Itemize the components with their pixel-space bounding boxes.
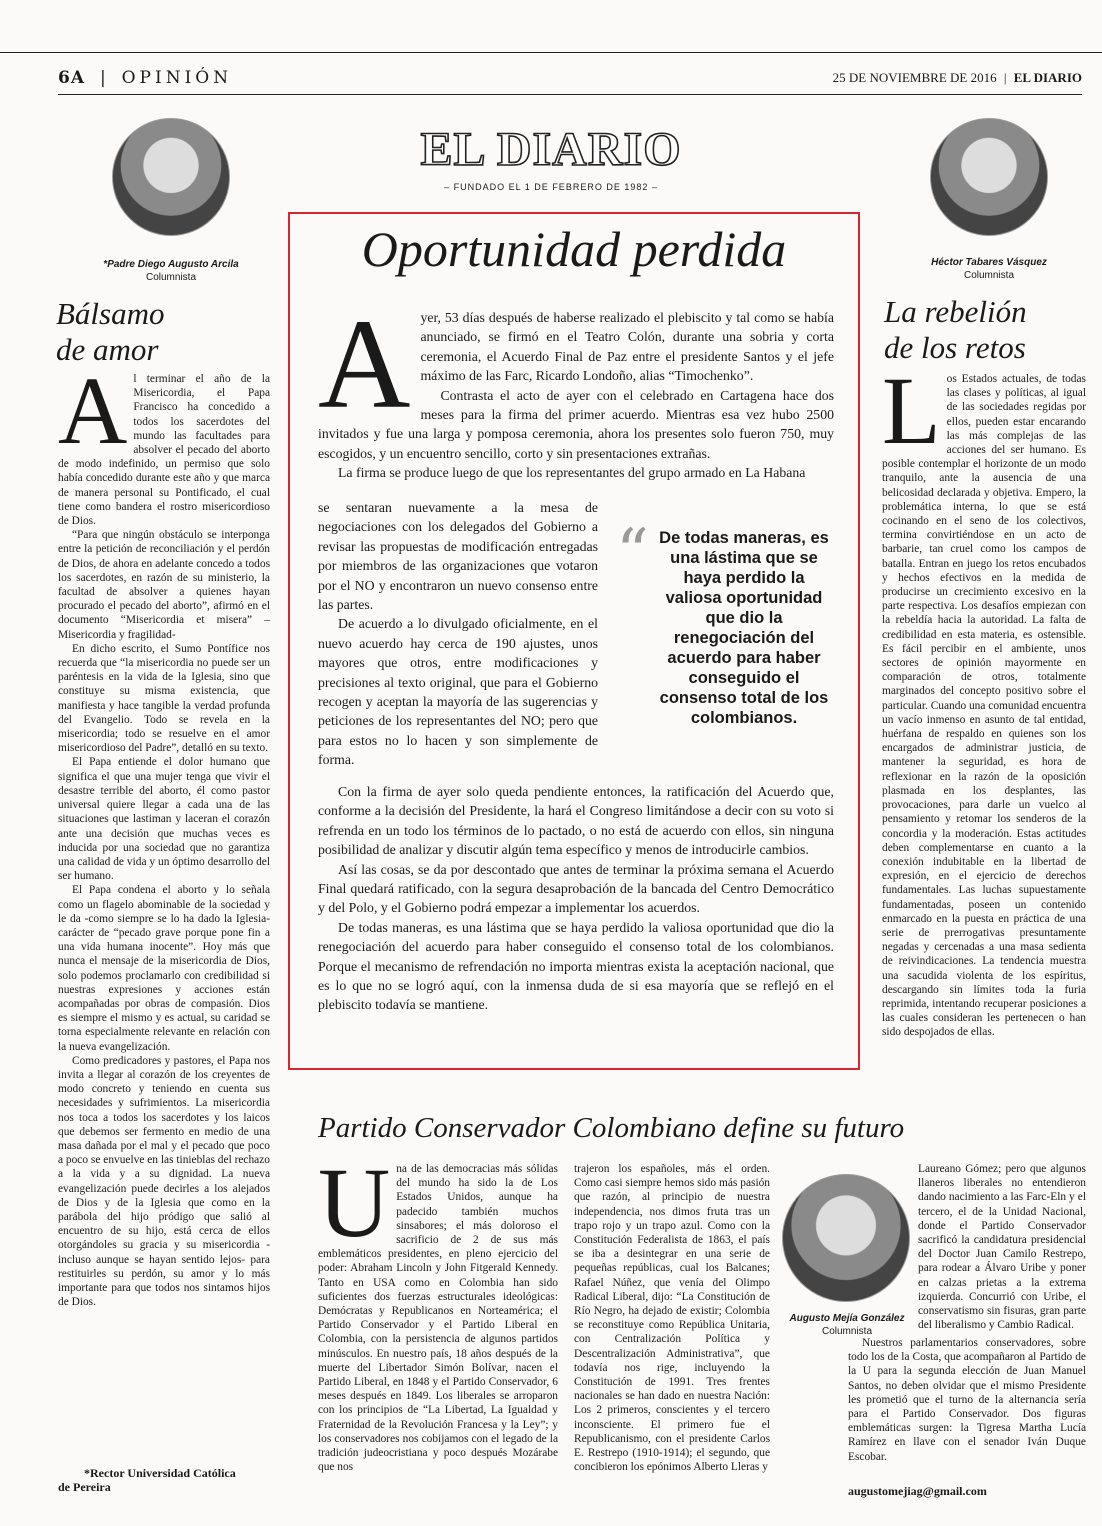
- byline-bottom: [772, 1312, 922, 1338]
- author-photo-left: [112, 118, 230, 236]
- editorial-title: Oportunidad perdida: [361, 221, 787, 277]
- author-photo-right: [930, 118, 1048, 236]
- date-text: 25 DE NOVIEMBRE DE 2016: [832, 70, 997, 85]
- bottom-col3b: [848, 1336, 1086, 1480]
- section-name: OPINIÓN: [121, 68, 233, 88]
- left-paragraph: El Papa entiende el dolor humano que significa el que una mujer tenga que vivir el desastre terrible del aborto, él como pastor universal quiere llegar a cada una de las situaciones que lastiman y laceran el corazón ante una decisión que muchas veces es inducida por una sociedad que no garantiza una calidad de vida y un óptimo desarrollo del ser humano.: [58, 756, 270, 883]
- quote-mark-icon: “: [616, 516, 649, 590]
- pull-quote: [616, 516, 834, 728]
- title-right-line1: La rebelión: [884, 294, 1027, 329]
- editorial-paragraph: Así las cosas, se da por descontado que antes de terminar la próxima semana el Acuerdo Final quedará ratificado, con la segura desaprobación de la bancada del Centro Democrático y del Polo, y el Gobierno podrá empezar a implementar los acuerdos.: [318, 861, 834, 916]
- left-paragraph: En dicho escrito, el Sumo Pontífice nos recuerda que “la misericordia no puede ser un paréntesis en la vida de la Iglesia, sino que constituye su misma existencia, que manifiesta y hace tangible la verdad profunda del Evangelio. Todo se revela en la misericordia; todo se resuelve en el amor misericordioso del Padre”, detalló en su texto.: [58, 642, 270, 755]
- dropcap-left: A: [58, 372, 128, 464]
- left-paragraph: l terminar el año de la Misericordia, el Papa Francisco ha concedido a todos los sacerdotes del mundo las facultades para absolver el pecado del aborto de modo indefinido, un permiso que solo había concedido durante este año y que marca de manera personal su Pontificado, el cual tiene como bandera el rostro misericordioso de Dios.: [58, 373, 270, 528]
- column-left-body: [58, 372, 270, 1462]
- role-right: Columnista: [963, 270, 1015, 281]
- column-title-left: [56, 296, 276, 368]
- bottom-paragraph: na de las democracias más sólidas del mundo ha sido la de Los Estados Unidos, aunque ha padecido también muchos sinsabores; el más doloroso el sacrificio de 2 de sus más emblemáticos presidentes, en pleno ejercicio del poder: Abraham Lincoln y John Fitgerald Kennedy. Tanto en USA como en Colombia han sido suficientes dos fuerzas estructurales ideológicas: Demócratas y Republicanos en Norteamérica; el Partido Conservador y el Partido Liberal en Colombia, con la persistencia de algunos partidos minúsculos. En nuestro país, 18 años después de la muerte del Libertador Simón Bolívar, nacen el Partido Liberal, en 1848 y el Partido Conservador, 6 meses después en 1849. Los liberales se arroparon con los principios de “La Libertad, La Igualdad y Fraternidad de la Revolución Francesa y la Ley”; y los conservadores nos cobijamos con el legado de la tradición judeocristiana y poco después Mozárabe que nos: [318, 1163, 558, 1474]
- footnote-line2: de Pereira: [58, 1480, 111, 1495]
- role-left: Columnista: [145, 272, 197, 283]
- editorial-body-top: [318, 308, 834, 498]
- editorial-body-mid: [318, 498, 598, 782]
- column-right-body: [882, 372, 1086, 1112]
- masthead-logo: EL DIARIO: [420, 123, 682, 176]
- editorial-paragraph: La firma se produce luego de que los representantes del grupo armado en La Habana: [338, 465, 806, 481]
- editorial-body-bottom: [318, 782, 834, 1052]
- title-right-line2: de los retos: [884, 330, 1026, 365]
- header-rule: [58, 94, 1082, 95]
- author-email[interactable]: augustomejiag@gmail.com: [848, 1484, 987, 1498]
- editorial-paragraph: Con la firma de ayer solo queda pendiente entonces, la ratificación del Acuerdo que, conforme a la decisión del Presidente, la hará el Congreso limitándose a decir con su voto si refrenda en un todo los términos de lo pactado, o no está de acuerdo con ellos, sin ninguna posibilidad de analizar y discutir algún tema específico y menos de introducirle cambios.: [318, 784, 834, 858]
- bottom-col2: [574, 1162, 770, 1498]
- left-paragraph: El Papa condena el aborto y lo señala como un flagelo abominable de la sociedad y le da -como siempre se lo ha dado la Iglesia- carácter de “pecado grave porque pone fin a una vida humana inocente”. Hoy más que nunca el mensaje de la misericordia de Dios, solo podemos proclamarlo con credibilidad si nuestras expresiones y acciones están acompañadas por obras de compasión. Dios es siempre el mismo y es actual, su caridad se torna especialmente relevante en relación con la nueva evangelización.: [58, 884, 270, 1053]
- bottom-article-title: Partido Conservador Colombiano define su futuro: [318, 1112, 905, 1144]
- header-date: 25 DE NOVIEMBRE DE 2016 | EL DIARIO: [832, 70, 1082, 85]
- author-left: *Padre Diego Augusto Arcila: [103, 259, 239, 270]
- footnote-line1: *Rector Universidad Católica: [84, 1466, 236, 1480]
- bottom-paragraph: Laureano Gómez; pero que algunos llaneros liberales no entendieron dando nacimiento a las Farc-Eln y el tercero, el de la Unidad Nacional, donde el Partido Conservador sacrificó la candidatura presidencial del Doctor Juan Camilo Restrepo, para rodear a Álvaro Uribe y poner en calzas prietas a la extrema izquierda. Concurrió con Uribe, el conservatismo sin fisuras, gran parte del liberalismo y Cambio Radical.: [918, 1163, 1086, 1332]
- folio-separator: |: [99, 68, 107, 88]
- editorial-paragraph: Contrasta el acto de ayer con el celebrado en Cartagena hace dos meses para la firma del primer acuerdo. Mientras esa vez hubo 2500 invitados y fue una larga y pomposa ceremonia, ahora los presentes solo fueron 750, muy escogidos, y un encuentro sencillo, corto y sin presentaciones extrañas.: [318, 387, 834, 461]
- bottom-col1: [318, 1162, 558, 1498]
- editorial-paragraph-cont: se sentaran nuevamente a la mesa de negociaciones con los delegados del Gobierno a revisar las propuestas de modificación entregadas por miembros de las organizaciones que votaron por el NO y encontraron un nuevo consenso entre las partes.: [318, 500, 598, 613]
- dropcap-editorial: A: [318, 308, 411, 435]
- dropcap-bottom: U: [318, 1162, 391, 1258]
- editorial-paragraph: yer, 53 días después de haberse realizado el plebiscito y tal como se había anunciado, se firmó en el Teatro Colón, durante una sobria y corta ceremonia, el Acuerdo Final de Paz entre el presidente Santos y el jefe máximo de las Farc, Ricardo Londoño, alias “Timochenko”.: [420, 310, 834, 384]
- paper-name: EL DIARIO: [1013, 70, 1082, 85]
- author-photo-bottom: [782, 1174, 910, 1302]
- editorial-paragraph: De acuerdo a lo divulgado oficialmente, en el nuevo acuerdo hay cerca de 190 ajustes, unos mayores que otros, entre modificaciones y precisiones al texto original, que para el Gobierno recogen y aceptan la mayoría de las sugerencias y peticiones de los representantes del NO; pero que para estos no lo hacen y son simplemente de forma.: [318, 616, 598, 768]
- bottom-paragraph: Nuestros parlamentarios conservadores, sobre todo los de la Costa, que acompañaron al Partido de la U para la segunda elección de Juan Manuel Santos, no deben olvidar que el mismo Presidente les prometió que el turno de la alternancia sería para el Partido Conservador. Dos figuras emblemáticas surgen: la Tigresa Martha Lucía Ramírez en llave con el senador Iván Duque Escobar.: [848, 1337, 1086, 1463]
- byline-right: [894, 256, 1084, 282]
- role-bottom: Columnista: [821, 1326, 873, 1337]
- byline-left: [78, 258, 264, 284]
- bottom-col3a: [918, 1162, 1086, 1332]
- right-paragraph: os Estados actuales, de todas las clases y políticas, al igual de las sociedades regidas por ellos, pueden estar encarando las más complejas de las acciones del ser humano. Es posible contemplar el horizonte de un modo tranquilo, ante la ausencia de una belicosidad declarada y objetiva. Empero, la problemática interna, lo que se está cocinando en el seno de los colectivos, termina convirtiéndose en un acto de barbarie, tan cruel como los campos de batalla. Entran en juego los retos encubados y hechos efectivos en la medida de producirse un crecimiento excesivo en la parte respectiva. Los desafíos empiezan con la rebeldía hacia la autoridad. La falta de credibilidad en esta materia, es ostensible. Es fácil percibir en el ambiente, unos sectores de opinión mayormente en comparación de otros, totalmente marginados del concepto positivo sobre el particular. Cuando una comunidad encuentra un vacío inmenso en asunto de tal entidad, huérfana de respaldo en quienes son los encargados de administrar justicia, de mantener la seguridad, es hora de reflexionar en la razón de la oposición plasmada en los desplantes, las provocaciones, para darle un vuelco al pensamiento y retomar los senderos de la concordia y la moderación. Estas actitudes deben complementarse en cuanto a la conexión indubitable en la libertad de expresión, en el ejercicio de derechos fundamentales. Las luchas supuestamente fundamentadas, poseen un contenido enmarcado en la puesta en práctica de una serie de prerrogativas presuntamente negadas y cercenadas a una masa sedienta de reivindicaciones. La tendencia muestra una sacudida violenta de los espíritus, descargando sin límites toda la furia reprimida, intentando recuperar posiciones a las cuales consideran les pertenecen o han sido despojados de ellas.: [882, 373, 1086, 1039]
- top-rule: [0, 52, 1102, 53]
- author-bottom: Augusto Mejía González: [789, 1313, 905, 1324]
- page-number: 6A: [58, 68, 86, 88]
- left-footnote: [58, 1466, 270, 1500]
- editorial-paragraph: De todas maneras, es una lástima que se haya perdido la valiosa oportunidad que dio la renegociación del acuerdo para haber conseguido el consenso total de los colombianos. Porque el mecanismo de refrendación no importa mientras exista la aceptación nacional, que es lo que no se logró aquí, con la inmensa duda de si esa mayoría que se reflejó en el plebiscito todavía se mantiene.: [318, 919, 834, 1013]
- bottom-paragraph: trajeron los españoles, más el orden. Como casi siempre hemos sido más pasión que razón, al principio de nuestra independencia, nos dimos fruta tras un trapo rojo y un trapo azul. Como con la Constitución Federalista de 1863, el país se iba a desintegrar en una serie de pequeñas repúblicas, cual los Balcanes; Rafael Núñez, que venía del Olimpo Radical Liberal, dijo: “La Constitución de Río Negro, ha dejado de existir; Colombia se reconstituye como República Unitaria, con Centralización Política y Descentralización Administrativa”, que todavía nos rige, incluyendo la Constitución de 1991. Tres frentes nacionales se han dado en nuestra Nación: Los 2 primeros, conscientes y el tercero inconsciente. El primero fue el Republicanismo, con el presidente Carlos E. Restrepo (1910-1914); el segundo, que concibieron los epónimos Alberto Lleras y: [574, 1163, 770, 1474]
- dropcap-right: L: [882, 372, 941, 464]
- left-paragraph: Como predicadores y pastores, el Papa nos invita a llegar al corazón de los creyentes de modo concreto y teniendo en cuenta sus necesidades y sufrimientos. La misericordia nos toca a todos los sacerdotes y los laicos que debemos ser fermento en medio de una masa dañada por el mal y el pecado que poco a poco se envuelve en las tinieblas del rechazo a la vida y a su dignidad. La nueva evangelización puede decirles a los alejados de Dios y de la Iglesia que como en la parábola del hijo pródigo que salió al encuentro de su hijo, está cerca de ellos otorgándoles su gracia y su misericordia -incluso aunque se hayan sentido lejos- para restituirles su perdón, su amor y lo más importante para que todos nos sintamos hijos de Dios.: [58, 1054, 270, 1309]
- page-folio: [58, 68, 232, 88]
- pull-quote-text: De todas maneras, es una lástima que se haya perdido la valiosa oportunidad que dio la renegociación del acuerdo para haber conseguido el consenso total de los colombianos.: [659, 529, 829, 727]
- founded-line: – FUNDADO EL 1 DE FEBRERO DE 1982 –: [444, 182, 658, 192]
- column-title-right: [884, 294, 1094, 366]
- author-right: Héctor Tabares Vásquez: [931, 257, 1047, 268]
- title-left-line1: Bálsamo: [56, 296, 165, 331]
- left-paragraph: “Para que ningún obstáculo se interponga entre la petición de reconciliación y el perdón de Dios, de ahora en adelante concedo a todos los sacerdotes, en razón de su ministerio, la facultad de absolver a quienes hayan procurado el pecado del aborto”, afirmó en el documento “Misericordia et misera” –Misericordia y fragilidad-: [58, 529, 270, 641]
- title-left-line2: de amor: [56, 332, 159, 367]
